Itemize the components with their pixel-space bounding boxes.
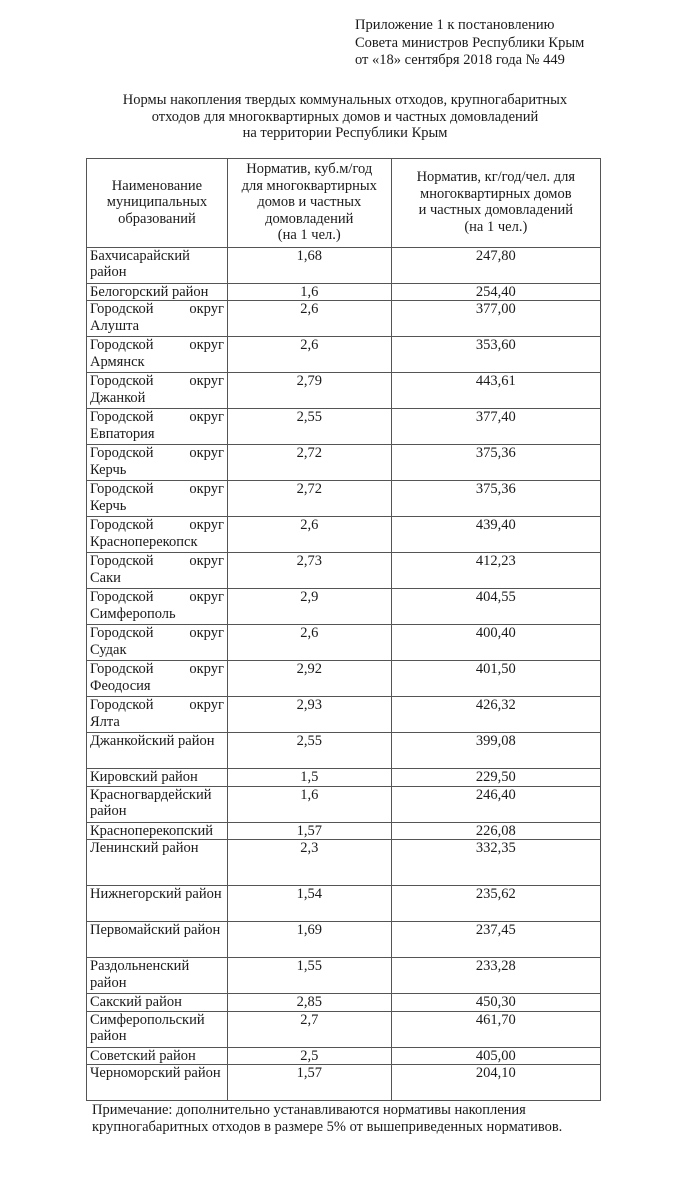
- table-row: [87, 922, 601, 958]
- header-volume-norm: [227, 159, 391, 248]
- volume-norm-value: 2,6: [227, 625, 391, 661]
- municipality-name: Городской округ Симферополь: [87, 589, 228, 625]
- header-line: муниципальных: [106, 194, 208, 210]
- mass-norm-value: 400,40: [391, 625, 600, 661]
- table-row: [87, 822, 601, 840]
- mass-norm-value: 226,08: [391, 822, 600, 840]
- appendix-line: Совета министров Республики Крым: [355, 34, 585, 51]
- municipality-name: Бахчисарайский район: [87, 247, 228, 283]
- mass-norm-value: 246,40: [391, 786, 600, 822]
- table-row: [87, 769, 601, 787]
- municipality-name: Городской округ Красноперекопск: [87, 517, 228, 553]
- volume-norm-value: 1,6: [227, 283, 391, 301]
- table-row: [87, 481, 601, 517]
- volume-norm-value: 2,6: [227, 301, 391, 337]
- volume-norm-value: 1,69: [227, 922, 391, 958]
- appendix-reference: [355, 17, 584, 70]
- municipality-name: Советский район: [87, 1047, 228, 1065]
- mass-norm-value: 443,61: [391, 373, 600, 409]
- header-mass-norm: [391, 159, 600, 248]
- table-row: [87, 994, 601, 1012]
- volume-norm-value: 2,72: [227, 481, 391, 517]
- table-row: [87, 1047, 601, 1065]
- municipality-name: Симферопольский район: [87, 1011, 228, 1047]
- table-row: [87, 301, 601, 337]
- volume-norm-value: 2,73: [227, 553, 391, 589]
- volume-norm-value: 2,6: [227, 517, 391, 553]
- municipality-name: Раздольненский район: [87, 958, 228, 994]
- mass-norm-value: 254,40: [391, 283, 600, 301]
- table-row: [87, 445, 601, 481]
- table-row: [87, 697, 601, 733]
- municipality-name: Городской округ Судак: [87, 625, 228, 661]
- mass-norm-value: 399,08: [391, 733, 600, 769]
- volume-norm-value: 2,93: [227, 697, 391, 733]
- volume-norm-value: 2,6: [227, 337, 391, 373]
- mass-norm-value: 229,50: [391, 769, 600, 787]
- volume-norm-value: 2,55: [227, 733, 391, 769]
- mass-norm-value: 237,45: [391, 922, 600, 958]
- table-row: [87, 786, 601, 822]
- table-row: [87, 589, 601, 625]
- mass-norm-value: 375,36: [391, 445, 600, 481]
- header-line: многоквартирных домов: [420, 185, 572, 202]
- table-row: [87, 283, 601, 301]
- municipality-name: Городской округ Керчь: [87, 445, 228, 481]
- municipality-name: Первомайский район: [87, 922, 228, 958]
- mass-norm-value: 233,28: [391, 958, 600, 994]
- municipality-name: Городской округ Керчь: [87, 481, 228, 517]
- table-row: [87, 373, 601, 409]
- mass-norm-value: 450,30: [391, 994, 600, 1012]
- volume-norm-value: 2,55: [227, 409, 391, 445]
- table-row: [87, 958, 601, 994]
- title-line: на территории Республики Крым: [242, 125, 448, 141]
- header-line: домовладений: [265, 210, 354, 227]
- volume-norm-value: 2,79: [227, 373, 391, 409]
- mass-norm-value: 353,60: [391, 337, 600, 373]
- header-line: для многоквартирных: [241, 177, 377, 194]
- title-line: отходов для многоквартирных домов и частных домовладений: [151, 108, 539, 125]
- norms-table: [86, 158, 601, 1101]
- mass-norm-value: 401,50: [391, 661, 600, 697]
- table-row: [87, 1065, 601, 1101]
- mass-norm-value: 247,80: [391, 247, 600, 283]
- note-line: Примечание: дополнительно устанавливаются нормативы накопления: [92, 1102, 526, 1118]
- municipality-name: Городской округ Джанкой: [87, 373, 228, 409]
- mass-norm-value: 439,40: [391, 517, 600, 553]
- volume-norm-value: 2,9: [227, 589, 391, 625]
- appendix-line: Приложение 1 к постановлению: [355, 17, 555, 33]
- table-row: [87, 553, 601, 589]
- mass-norm-value: 332,35: [391, 840, 600, 886]
- volume-norm-value: 1,54: [227, 886, 391, 922]
- volume-norm-value: 2,3: [227, 840, 391, 886]
- volume-norm-value: 1,57: [227, 1065, 391, 1101]
- municipality-name: Кировский район: [87, 769, 228, 787]
- title-line: Нормы накопления твердых коммунальных отходов, крупногабаритных: [122, 92, 568, 108]
- note-line: крупногабаритных отходов в размере 5% от вышеприведенных нормативов.: [92, 1118, 563, 1135]
- municipality-name: Городской округ Евпатория: [87, 409, 228, 445]
- table-row: [87, 886, 601, 922]
- document-title: [80, 92, 610, 142]
- municipality-name: Городской округ Феодосия: [87, 661, 228, 697]
- header-line: Наименование: [111, 177, 203, 194]
- volume-norm-value: 2,85: [227, 994, 391, 1012]
- municipality-name: Черноморский район: [87, 1065, 228, 1101]
- mass-norm-value: 375,36: [391, 481, 600, 517]
- header-municipality: [87, 159, 228, 248]
- table-row: [87, 409, 601, 445]
- volume-norm-value: 2,92: [227, 661, 391, 697]
- volume-norm-value: 1,6: [227, 786, 391, 822]
- appendix-line: от «18» сентября 2018 года № 449: [355, 52, 565, 68]
- table-header-row: [87, 159, 601, 248]
- table-row: [87, 840, 601, 886]
- municipality-name: Красногвардейский район: [87, 786, 228, 822]
- header-line: Норматив, куб.м/год: [246, 161, 373, 177]
- header-line: (на 1 чел.): [464, 218, 528, 235]
- volume-norm-value: 2,5: [227, 1047, 391, 1065]
- table-body: [87, 247, 601, 1101]
- table-row: [87, 1011, 601, 1047]
- mass-norm-value: 235,62: [391, 886, 600, 922]
- municipality-name: Джанкойский район: [87, 733, 228, 769]
- mass-norm-value: 377,40: [391, 409, 600, 445]
- municipality-name: Городской округ Армянск: [87, 337, 228, 373]
- volume-norm-value: 2,72: [227, 445, 391, 481]
- mass-norm-value: 405,00: [391, 1047, 600, 1065]
- municipality-name: Городской округ Алушта: [87, 301, 228, 337]
- header-line: (на 1 чел.): [277, 227, 341, 243]
- mass-norm-value: 404,55: [391, 589, 600, 625]
- municipality-name: Сакский район: [87, 994, 228, 1012]
- municipality-name: Ленинский район: [87, 840, 228, 886]
- header-line: образований: [118, 210, 196, 227]
- table-row: [87, 247, 601, 283]
- volume-norm-value: 1,57: [227, 822, 391, 840]
- mass-norm-value: 204,10: [391, 1065, 600, 1101]
- table-row: [87, 517, 601, 553]
- header-line: и частных домовладений: [418, 202, 574, 219]
- table-row: [87, 337, 601, 373]
- municipality-name: Белогорский район: [87, 283, 228, 301]
- volume-norm-value: 1,5: [227, 769, 391, 787]
- table-row: [87, 625, 601, 661]
- volume-norm-value: 1,55: [227, 958, 391, 994]
- volume-norm-value: 2,7: [227, 1011, 391, 1047]
- volume-norm-value: 1,68: [227, 247, 391, 283]
- header-line: домов и частных: [257, 194, 362, 210]
- municipality-name: Красноперекопский: [87, 822, 228, 840]
- footnote: [92, 1102, 612, 1135]
- mass-norm-value: 426,32: [391, 697, 600, 733]
- table-row: [87, 661, 601, 697]
- table-row: [87, 733, 601, 769]
- municipality-name: Городской округ Саки: [87, 553, 228, 589]
- municipality-name: Городской округ Ялта: [87, 697, 228, 733]
- mass-norm-value: 461,70: [391, 1011, 600, 1047]
- mass-norm-value: 377,00: [391, 301, 600, 337]
- mass-norm-value: 412,23: [391, 553, 600, 589]
- header-line: Норматив, кг/год/чел. для: [416, 169, 576, 186]
- municipality-name: Нижнегорский район: [87, 886, 228, 922]
